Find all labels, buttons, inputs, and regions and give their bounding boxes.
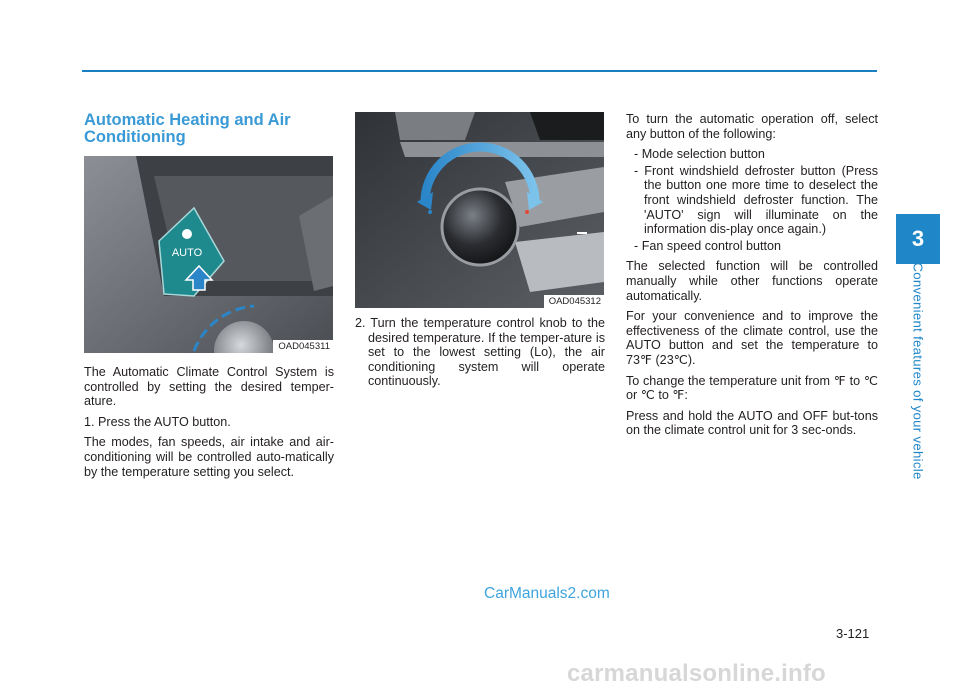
section-title: Automatic Heating and Air Conditioning [84, 111, 291, 146]
unit-change-paragraph: To change the temperature unit from ℉ to ℃ or ℃ to ℉: [626, 373, 878, 403]
figure-code: OAD045312 [544, 295, 604, 308]
chapter-title: Convenient features of your vehicle [910, 262, 926, 480]
column-2 [355, 112, 605, 395]
bullet-defroster: - Front windshield defroster button (Press the button one more time to deselect the front windshield defroster function. The 'AUTO' sign will illuminate on the information dis-play once again.) [634, 163, 878, 237]
figure-auto-button [84, 156, 333, 353]
hold-buttons-paragraph: Press and hold the AUTO and OFF but-tons on the climate control unit for 3 sec-onds. [626, 408, 878, 438]
header-rule [82, 70, 877, 72]
figure-temperature-knob [355, 112, 604, 308]
auto-button-label: AUTO [171, 247, 203, 259]
auto-off-intro: To turn the automatic operation off, select any button of the following: [626, 112, 878, 141]
chapter-tab: 3 [896, 214, 940, 264]
page-number: 3-121 [836, 626, 870, 641]
bullet-fan-speed: - Fan speed control button [634, 238, 782, 253]
watermark-carmanuals2[interactable]: CarManuals2.com [484, 585, 610, 602]
intro-paragraph: The Automatic Climate Control System is controlled by setting the desired temper-ature. [84, 365, 334, 409]
bullet-mode-selection: - Mode selection button [634, 147, 765, 162]
modes-paragraph: The modes, fan speeds, air intake and air-conditioning will be controlled auto-matically by the temperature setting you select. [84, 435, 334, 479]
step-2: 2. Turn the temperature control knob to the desired temperature. If the temper-ature is set to the lowest setting (Lo), the air conditioning system will operate continuously. [355, 316, 605, 389]
column-1 [84, 112, 334, 485]
figure-code: OAD045311 [273, 340, 333, 353]
watermark-carmanualsonline[interactable]: carmanualsonline.info [567, 660, 826, 687]
step-1: 1. Press the AUTO button. [84, 414, 231, 429]
manual-paragraph: The selected function will be controlled manually while other functions operate automatically. [626, 259, 878, 303]
temperature-knob-illustration [355, 112, 604, 308]
climate-panel-illustration [84, 156, 333, 353]
column-3 [626, 112, 878, 444]
convenience-paragraph: For your convenience and to improve the effectiveness of the climate control, use the AUTO button and set the temperature to 73℉ (23℃). [626, 309, 878, 367]
